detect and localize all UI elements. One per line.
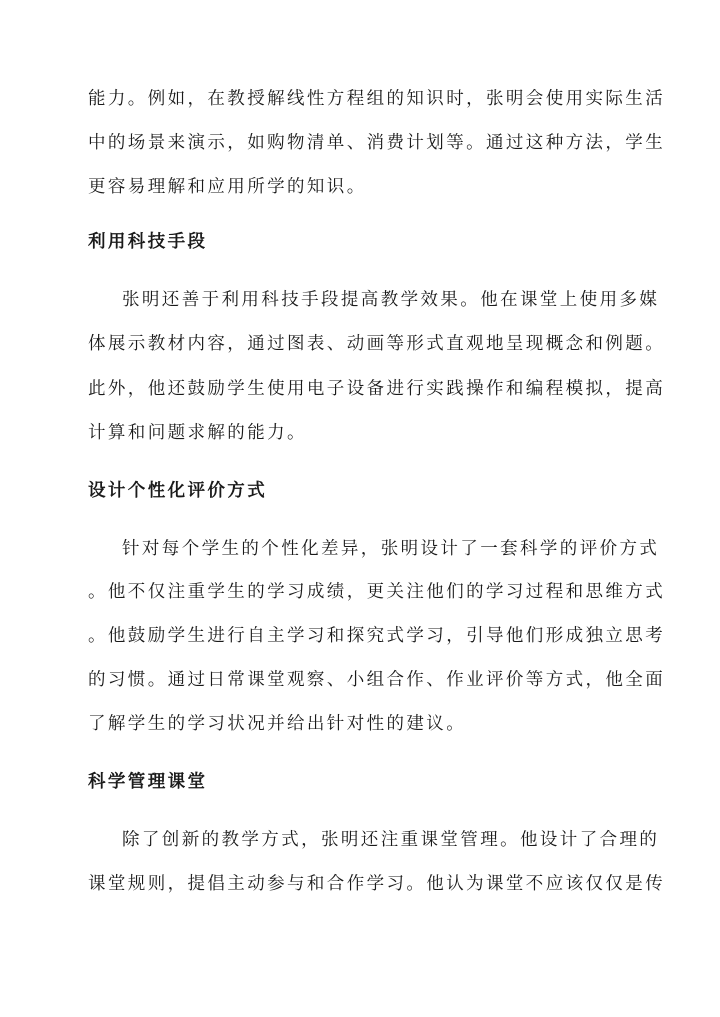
section-heading: 利用科技手段: [88, 232, 208, 252]
paragraph-line: 更容易理解和应用所学的知识。: [88, 177, 367, 197]
paragraph-line: 了解学生的学习状况并给出针对性的建议。: [88, 714, 467, 734]
section-heading: 科学管理课堂: [88, 772, 208, 792]
paragraph-line: 能力。例如，在教授解线性方程组的知识时，张明会使用实际生活: [88, 89, 666, 109]
paragraph-line: 计算和问题求解的能力。: [88, 423, 307, 443]
paragraph-line: 的习惯。通过日常课堂观察、小组合作、作业评价等方式，他全面: [88, 670, 666, 690]
paragraph-line: 除了创新的教学方式，张明还注重课堂管理。他设计了合理的: [122, 830, 660, 850]
section-heading: 设计个性化评价方式: [88, 481, 268, 501]
paragraph-line: 中的场景来演示，如购物清单、消费计划等。通过这种方法，学生: [88, 133, 666, 153]
paragraph-line: 。他鼓励学生进行自主学习和探究式学习，引导他们形成独立思考: [88, 626, 666, 646]
paragraph-line: 体展示教材内容，通过图表、动画等形式直观地呈现概念和例题。: [88, 334, 666, 354]
paragraph-line: 张明还善于利用科技手段提高教学效果。他在课堂上使用多媒: [122, 290, 660, 310]
paragraph-line: 针对每个学生的个性化差异，张明设计了一套科学的评价方式: [122, 539, 660, 559]
paragraph-line: 此外，他还鼓励学生使用电子设备进行实践操作和编程模拟，提高: [88, 379, 666, 399]
paragraph-line: 课堂规则，提倡主动参与和合作学习。他认为课堂不应该仅仅是传: [88, 874, 666, 894]
paragraph-line: 。他不仅注重学生的学习成绩，更关注他们的学习过程和思维方式: [88, 582, 666, 602]
